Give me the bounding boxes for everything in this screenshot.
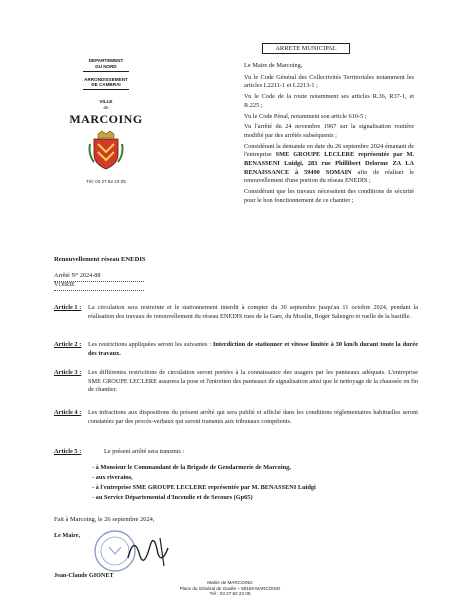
considerant-1 [244,143,414,187]
mayor-line: Le Maire de Marcoing, [244,62,303,69]
sidebar [66,58,146,185]
phone: Tél: 03 27 82 23 05 [86,178,126,184]
article-1-label: Article 1 : [54,304,82,311]
town-name: MARCOING [69,111,143,126]
le-maire: Le Maire, [54,532,81,539]
article-5-text: Le présent arrêté sera transmis : [104,448,185,455]
recipient-1: - à Monsieur le Commandant de la Brigade de Gendarmerie de Marcoing, [92,464,291,471]
subject-title: Renouvellement réseau ENEDIS [54,256,146,263]
article-2-label: Article 2 : [54,341,82,348]
vu-3: Vu le Code Pénal, notamment son article 610-5 ; [244,112,367,120]
divider [83,89,129,90]
article-5-label: Article 5 : [54,448,82,455]
article-3-label: Article 3 : [54,369,82,376]
article-4-label: Article 4 : [54,409,82,416]
recipient-4: - au Service Départemental d'Incendie et de Secours (Gp65) [92,494,253,501]
preamble [244,62,414,206]
article-2-pre: Les restrictions appliquées seront les suivantes : [88,341,213,348]
vu-4: Vu l'arrêté du 24 novembre 1967 sur la signalisation routière modifié par des arrêtés subséquents ; [244,123,414,139]
dept-line1: DEPARTEMENT [88,58,124,63]
service-label: VOIRIE [54,281,144,291]
arrete-number: Arrêté N° 2024-88 [54,272,144,282]
considerant-2: Considérant que les travaux nécessitent des conditions de sécurité pour le bon fonctionnement de ce chantier ; [244,188,414,204]
fait-line: Fait à Marcoing, le 26 septembre 2024, [54,516,155,523]
article-4-text: Les infractions aux dispositions du présent arrêté qui sera publié et affiché dans les conditions réglementaires habituelles seront constatées par des procès-verbaux qui seront transmis aux tribunaux compétents. [88,409,418,425]
coat-of-arms-icon [86,130,126,172]
ville-label: VILLE [99,99,113,105]
footer [150,580,310,597]
considerant-1-company: SME GROUPE LECLERE représentée par M. BENASSENI Luidgi, 283 rue Phillibert Delorme ZA LA RENAISSANCE à 59490 SOMAIN [244,151,414,176]
divider [83,71,129,72]
article-1-text: La circulation sera restreinte et le stationnement interdit à compter du 30 septembre jusqu'au 11 octobre 2024, pendant la réalisation des travaux de renouvellement du réseau ENEDIS rues de la Gare, du Moulin, Roger Salengro et ruelle de la bastille. [88,304,418,320]
article-3-text: Les différentes restrictions de circulation seront portées à la connaissance des usagers par les panneaux adéquats. L'entreprise SME GROUPE LECLERE assurera la pose et l'entretien des panneaux de signalisation ainsi que le nettoyage de la chaussée en fin de chantier. [88,369,418,394]
footer-line2: Place du Général de Gaulle – 59159 MARCOING [179,585,281,591]
signature-icon [120,528,190,572]
vu-1: Vu le Code Général des Collectivités Territoriales notamment les articles L2211-1 et L2213-1 ; [244,73,414,90]
footer-line3: Tél : 03 27 82 23 05 [209,591,251,597]
arr-line2: DE CAMBRAI [91,82,121,88]
recipient-3: - à l'entreprise SME GROUPE LECLERE représentée par M. BENASSENI Luidgi [92,484,316,491]
footer-line1: Mairie de MARCOING [207,580,253,585]
article-2-bold: Interdiction de stationner et vitesse limitée à 30 km/h durant toute la durée des travaux. [88,341,419,357]
article-2-text [88,341,418,358]
arr-line1: ARRONDISSEMENT [84,76,128,82]
arrete-badge: ARRETE MUNICIPAL [262,43,350,54]
dept-line2: DU NORD [95,63,117,69]
considerant-1-post: afin de réaliser le renouvellement d'une portion du réseau ENEDIS ; [244,168,414,185]
signer-name: Jean-Claude GIONET [54,572,114,579]
ville-de: de [103,104,109,110]
recipient-2: - aux riverains, [92,474,133,481]
vu-2: Vu le Code de la route notamment ses articles R.36, R37-1, et R.225 ; [244,93,414,109]
considerant-1-pre: Considérant la demande en date du 26 septembre 2024 émanant de l'entreprise [244,142,414,159]
